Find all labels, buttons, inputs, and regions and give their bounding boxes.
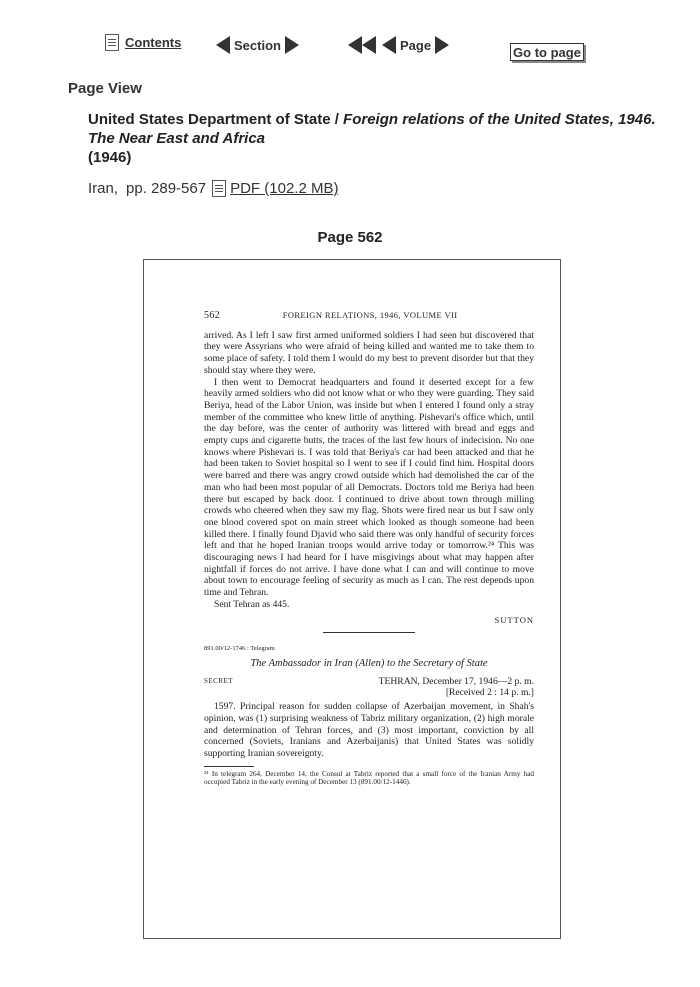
section-next-icon[interactable] bbox=[285, 36, 299, 54]
file-number: 891.00/12-1746 : Telegram bbox=[204, 645, 275, 653]
page-label: Page bbox=[400, 37, 432, 53]
document-icon bbox=[105, 34, 119, 51]
divider bbox=[323, 632, 415, 633]
go-to-page-button[interactable]: Go to page bbox=[510, 43, 584, 61]
first-page-icon-second[interactable] bbox=[362, 36, 376, 54]
paragraph-2: I then went to Democrat headquarters and found it deserted except for a few heavily armed soldiers who did not know what or who they were guarding. They said Beriya, head of the Labor Union, was inside but when I entered I found only a stray member of the committee who knew little of anything. Pishevari's office which, until the day before, was the center of authority was littered with bread and eggs and empty cups and cigarette butts, the traces of the last few hours of indecision. No one knows where Pishevari is. I was told that Beriya's car had been attacked and that he had been taken to Soviet hospital so I went to see if I could find him. Hospital doors were barred and there was angry crowd outside which had demolished the car of the man who had been most popular of all Democrats. Doctors told me Beriya had been there but escaped by back door. I continued to drive about town through milling crowds who cheered when they saw my flag. Shots were fired near us but I saw only one blood covered spot on main street which looked as though someone had been killed there. I finally found Djavid who said there was only handful of security forces left and that he hoped Iranian troops would arrive today or tomorrow.²⁴ This was discouraging news I had heard for I have misgivings about what may happen after nightfall if forces do not arrive. I have done what I can and will continue to move about town to encourage feeling of security as much as I can. The rest depends upon time and Tehran. bbox=[204, 376, 534, 599]
scanned-page bbox=[143, 259, 561, 939]
title-year: (1946) bbox=[88, 149, 132, 166]
title-publisher: United States Department of State / bbox=[88, 111, 344, 128]
section-label: Section bbox=[234, 37, 281, 53]
sent-line: Sent Tehran as 445. bbox=[214, 598, 290, 610]
next-page-icon[interactable] bbox=[435, 36, 449, 54]
footnote: ²⁴ In telegram 264, December 14, the Consul at Tabriz reported that a small force of the Iranian Army had occupied Tabriz in the early evening of December 13 (891.00/12-1446). bbox=[204, 769, 534, 787]
page-nav bbox=[348, 36, 449, 54]
running-head-title: FOREIGN RELATIONS, 1946, VOLUME VII bbox=[282, 310, 458, 320]
page-view-heading: Page View bbox=[68, 80, 142, 97]
first-page-icon[interactable] bbox=[348, 36, 362, 54]
received-time: [Received 2 : 14 p. m.] bbox=[445, 687, 534, 699]
scanned-text bbox=[204, 310, 534, 787]
footnote-rule bbox=[204, 766, 254, 767]
title-work: Foreign relations of the United States, 1946. The Near East and Africa bbox=[88, 111, 656, 147]
section-nav bbox=[216, 36, 299, 54]
contents-label: Contents bbox=[125, 35, 182, 50]
scan-page-number: 562 bbox=[204, 310, 221, 321]
pdf-icon[interactable] bbox=[212, 180, 226, 197]
telegram-header bbox=[204, 676, 534, 688]
telegram-address: The Ambassador in Iran (Allen) to the Secretary of State bbox=[250, 657, 488, 669]
contents-link[interactable] bbox=[105, 34, 181, 51]
signature: SUTTON bbox=[494, 614, 534, 625]
section-prev-icon[interactable] bbox=[216, 36, 230, 54]
place-date: TEHRAN, December 17, 1946—2 p. m. bbox=[378, 675, 534, 687]
record-meta bbox=[88, 180, 338, 197]
paragraph-1: arrived. As I left I saw first armed uniformed soldiers I had seen but discovered that they were Assyrians who were afraid of being killed and wanted me to take them to some place of safety. I told them I would do my best to prevent disorder but that they should stay where they were. bbox=[204, 329, 534, 376]
running-head bbox=[204, 310, 534, 322]
prev-page-icon[interactable] bbox=[382, 36, 396, 54]
page-number-heading: Page 562 bbox=[317, 229, 383, 246]
classification: SECRET bbox=[204, 676, 234, 685]
top-navigation bbox=[0, 34, 700, 64]
record-title bbox=[88, 110, 668, 167]
page-range: pp. 289-567 bbox=[126, 180, 207, 197]
pdf-link[interactable]: PDF (102.2 MB) bbox=[230, 180, 339, 197]
paragraph-3: 1597. Principal reason for sudden collapse of Azerbaijan movement, in Shah's opinion, was (1) surprising weakness of Tabriz military organization, (2) high morale and determination of Tehran forces, and (3) most important, conviction by all concerned (Soviets, Iranians and Azerbaijanis) that United States was solidly supporting Iranian sovereignty. bbox=[204, 701, 534, 759]
section-name: Iran, bbox=[88, 180, 119, 197]
